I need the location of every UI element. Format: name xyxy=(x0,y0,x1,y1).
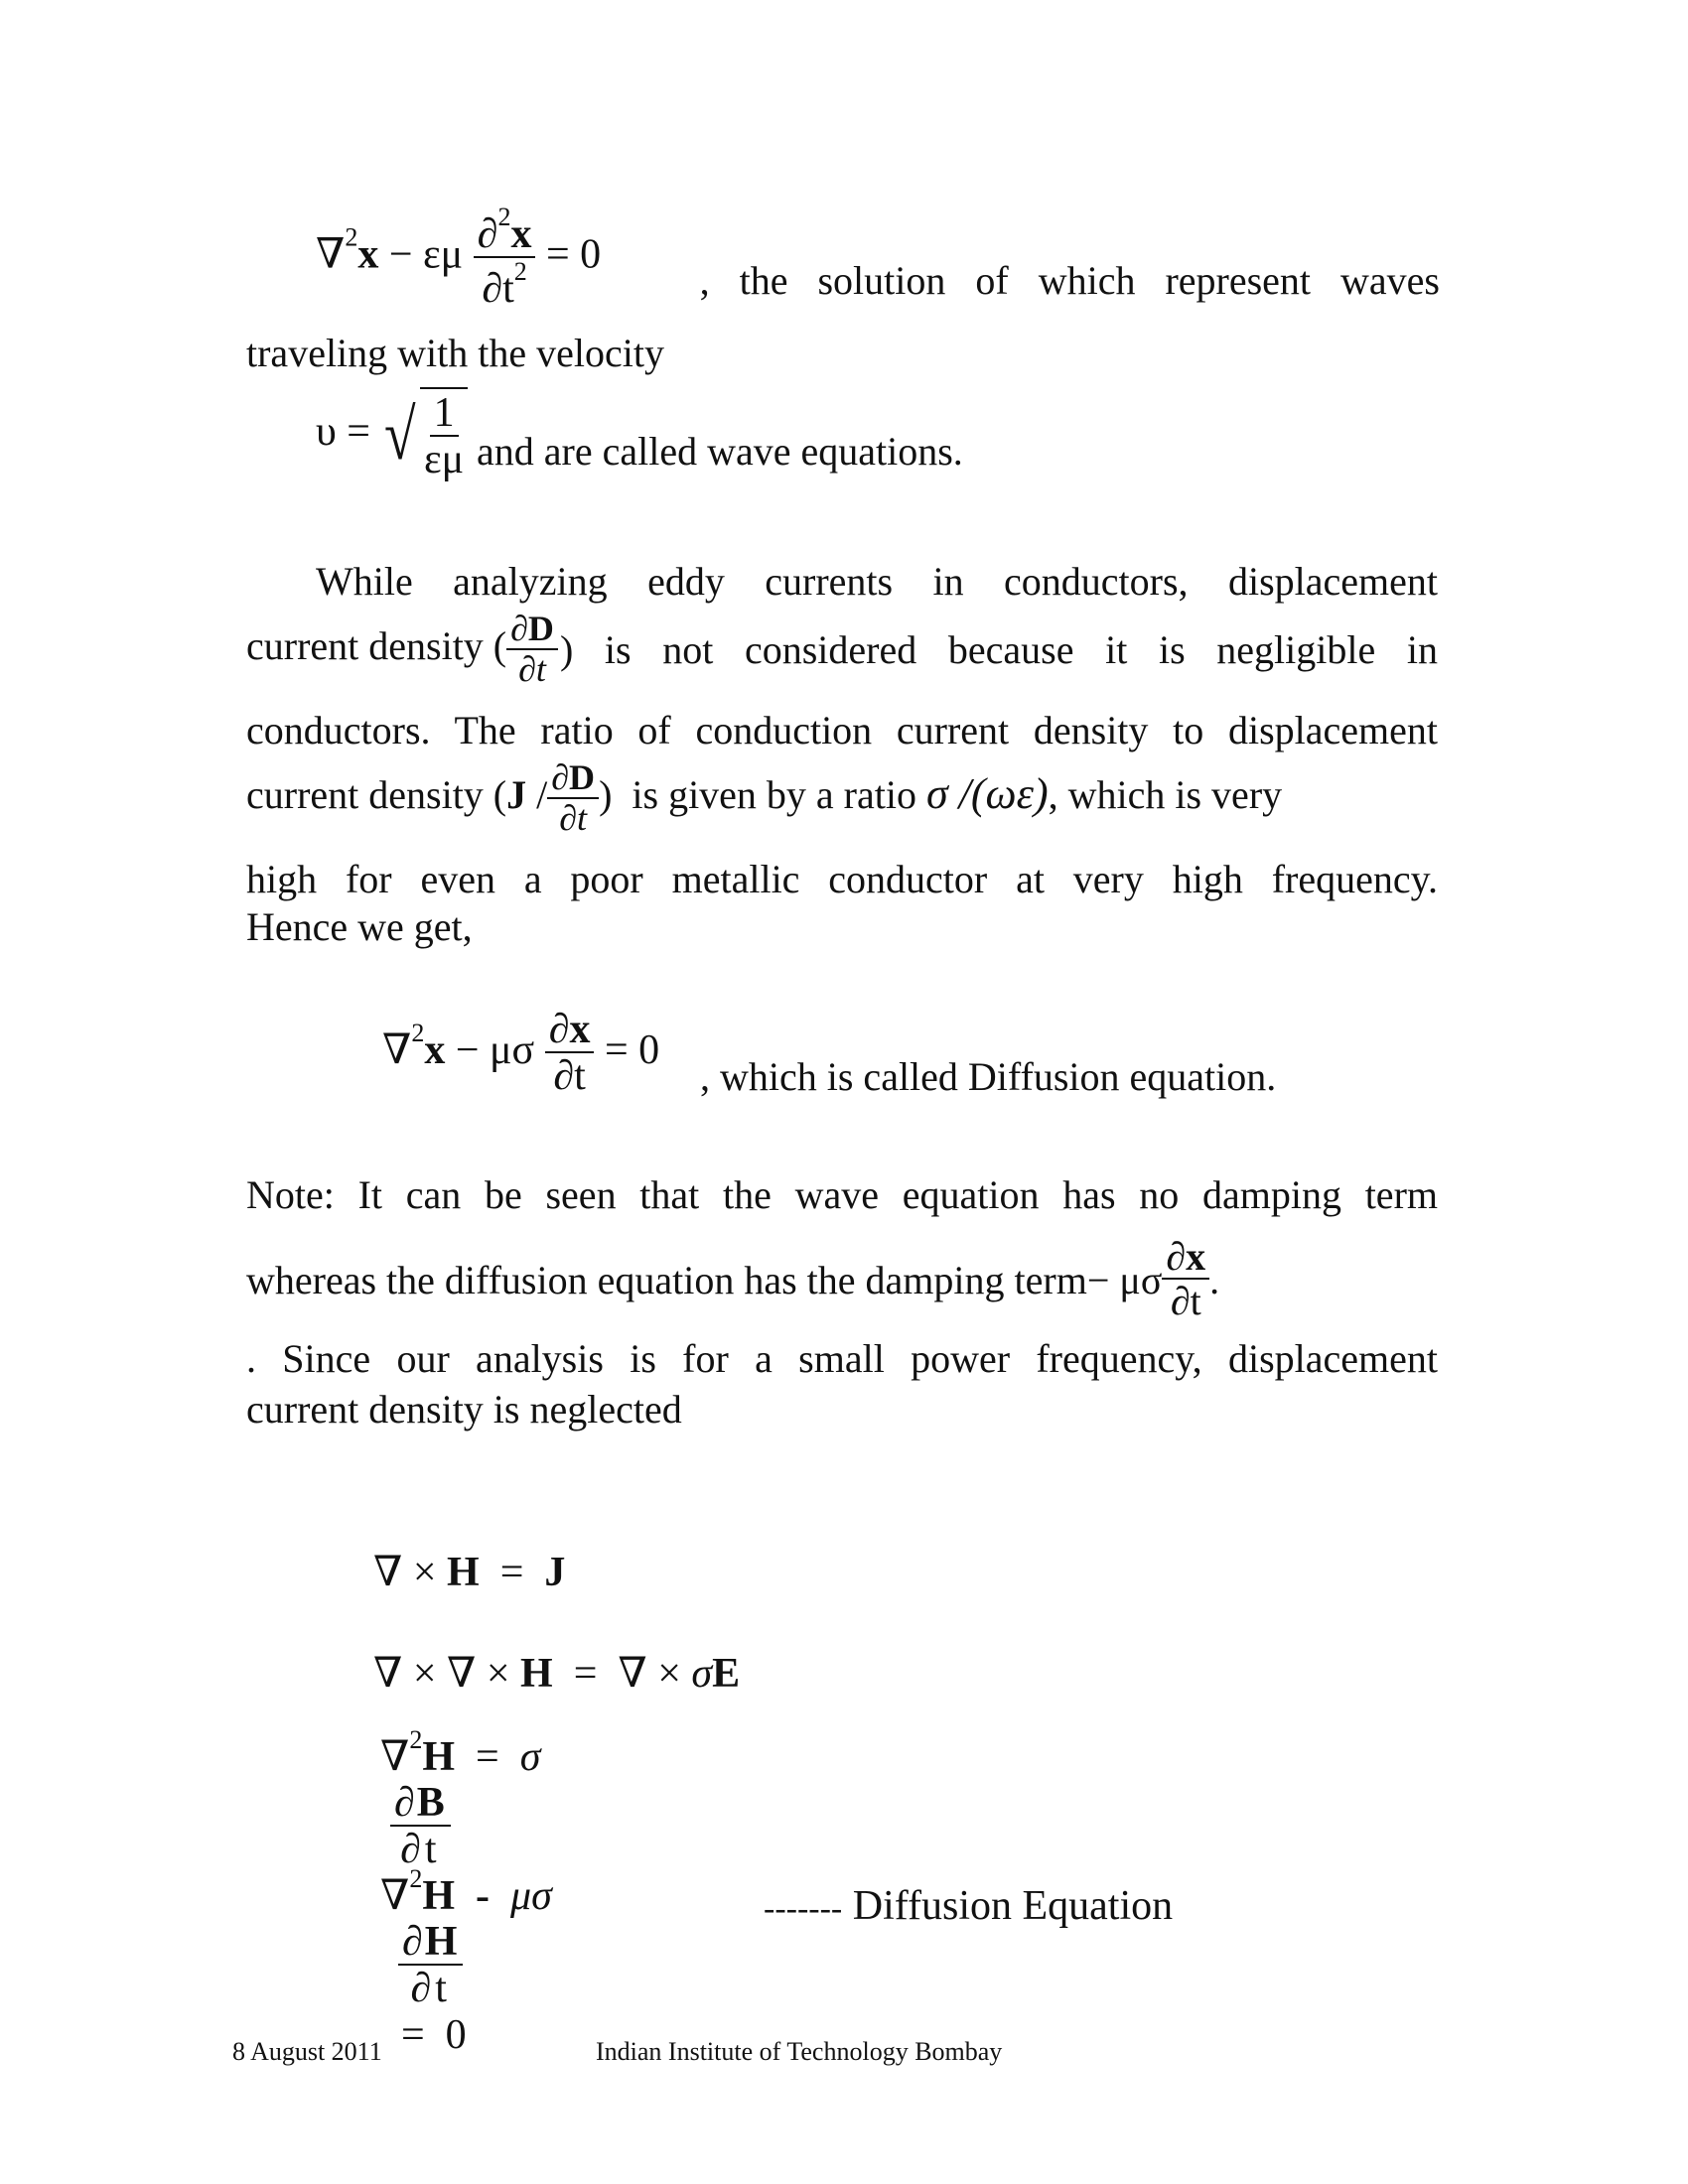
velocity-equation: υ = √ $\frac{1}{\varepsilon\mu}$ xyxy=(316,387,468,482)
diffusion-equation: ∇$^2$x − μσ $\frac{\partial x}{\partial t}$ = 0 xyxy=(382,1007,660,1100)
note-line-1: Note: It can be seen that the wave equation has no damping term xyxy=(246,1172,1438,1217)
note-line-2: whereas the diffusion equation has the damping term − μσ $\frac{\partial x}{\partial t}$ . xyxy=(246,1234,1220,1323)
wave-eq-trailing-text: , the solution of which represent waves xyxy=(699,258,1440,303)
eddy-line-3: conductors. The ratio of conduction current density to displacement xyxy=(246,708,1438,752)
diffusion-final-equation: ∇$^2$H - μσ $\frac{\partial H}{\partial t}$ = 0 xyxy=(380,1864,552,2059)
wave-equation: ∇$^2$x − εμ $\frac{\partial^2x}{\partial t^2}$ = 0 xyxy=(316,203,602,313)
laplacian-h-equation: ∇$^2$H = σ $\frac{\partial B}{\partial t}$ xyxy=(380,1725,541,1873)
diffusion-eq-text: , which is called Diffusion equation. xyxy=(700,1054,1277,1099)
eddy-line-4: current density (J / $\frac{\partial D}{\partial t}$ ) is given by a ratio σ /(ωε), which is very xyxy=(246,757,1283,838)
wave-equations-text: and are called wave equations. xyxy=(477,429,963,474)
square-root: √ $\frac{1}{\varepsilon\mu}$ xyxy=(380,387,468,482)
eddy-line-1: While analyzing eddy currents in conductors, displacement xyxy=(316,559,1438,604)
note-line-4: current density is neglected xyxy=(246,1387,682,1432)
radical-icon: √ xyxy=(384,395,417,476)
eddy-line-6: Hence we get, xyxy=(246,904,473,949)
nabla-symbol: ∇ xyxy=(316,231,346,278)
second-derivative-fraction: $\frac{\partial^2x}{\partial t^2}$ xyxy=(474,204,536,312)
curl-curl-equation: ∇ × ∇ × H = ∇ × σE xyxy=(373,1651,741,1697)
traveling-line: traveling with the velocity xyxy=(246,331,664,375)
footer-institute: Indian Institute of Technology Bombay xyxy=(596,2037,1003,2066)
footer-date: 8 August 2011 xyxy=(232,2037,382,2066)
eddy-line-2: current density ( $\frac{\partial D}{\partial t}$ ) is not considered because it is negligible in xyxy=(246,609,1438,689)
note-line-3: . Since our analysis is for a small power frequency, displacement xyxy=(246,1336,1438,1381)
diffusion-label: ------- Diffusion Equation xyxy=(764,1883,1174,1929)
curl-h-equation: ∇ × H = J xyxy=(373,1550,566,1595)
eddy-line-5: high for even a poor metallic conductor at very high frequency. xyxy=(246,857,1438,901)
